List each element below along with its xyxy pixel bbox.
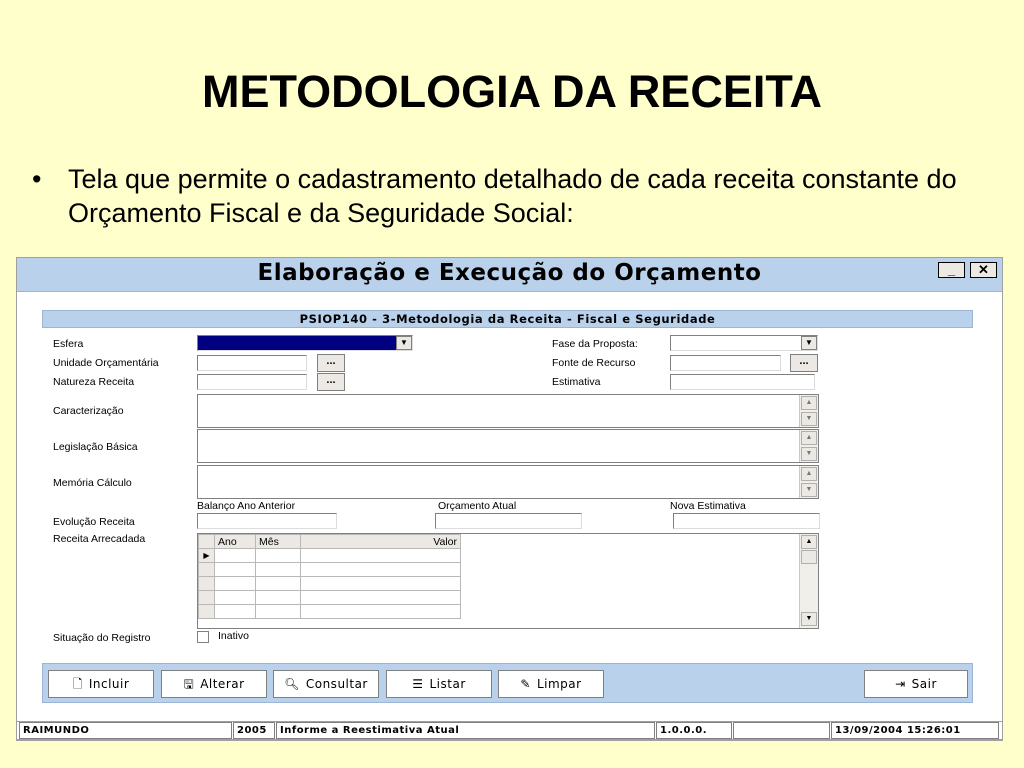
esfera-select[interactable] [197, 335, 413, 351]
consultar-button[interactable] [273, 670, 379, 698]
fase-select[interactable] [670, 335, 818, 351]
row-indicator [199, 591, 215, 605]
save-icon: 🖫 [183, 677, 195, 691]
incluir-button[interactable] [48, 670, 154, 698]
orcamento-atual-input[interactable] [435, 513, 582, 529]
scroll-up-icon[interactable]: ▲ [801, 431, 817, 445]
sair-button[interactable] [864, 670, 968, 698]
table-cell[interactable] [215, 591, 256, 605]
table-row[interactable] [199, 605, 461, 619]
nova-estimativa-input[interactable] [673, 513, 820, 529]
alterar-label: Alterar [200, 677, 245, 691]
grid-scrollbar[interactable] [799, 534, 818, 628]
inativo-checkbox[interactable] [197, 631, 209, 643]
column-header-valor[interactable]: Valor [301, 535, 461, 549]
natureza-lookup-button[interactable]: ... [317, 373, 345, 391]
sair-label: Sair [911, 677, 937, 691]
bullet-text: Tela que permite o cadastramento detalhado de cada receita constante do Orçamento Fiscal e da Seguridade Social: [68, 164, 957, 228]
caracterizacao-textarea[interactable] [197, 394, 819, 428]
status-empty [733, 722, 830, 739]
scroll-down-icon[interactable]: ▼ [801, 412, 817, 426]
table-cell[interactable] [256, 563, 301, 577]
chevron-down-icon[interactable]: ▼ [396, 336, 412, 350]
balanco-label: Balanço Ano Anterior [197, 500, 296, 512]
estimativa-label: Estimativa [552, 376, 601, 388]
scroll-up-icon[interactable]: ▲ [801, 467, 817, 481]
legislacao-textarea[interactable] [197, 429, 819, 463]
fase-label: Fase da Proposta: [552, 338, 638, 350]
orcamento-atual-label: Orçamento Atual [438, 500, 517, 512]
nova-estimativa-label: Nova Estimativa [670, 500, 746, 512]
fonte-input[interactable] [670, 355, 781, 371]
table-row[interactable] [199, 591, 461, 605]
unidade-input[interactable] [197, 355, 307, 371]
esfera-label: Esfera [53, 338, 84, 350]
row-indicator-header [199, 535, 215, 549]
table-cell[interactable] [215, 605, 256, 619]
row-indicator [199, 605, 215, 619]
scroll-down-icon[interactable]: ▼ [801, 612, 817, 626]
window-title-bar [17, 258, 1002, 292]
status-year: 2005 [233, 722, 275, 739]
status-version: 1.0.0.0. [656, 722, 732, 739]
scrollbar[interactable] [799, 466, 818, 498]
table-cell[interactable] [256, 591, 301, 605]
window-title: Elaboração e Execução do Orçamento [257, 260, 762, 286]
table-cell[interactable] [215, 577, 256, 591]
row-indicator [199, 577, 215, 591]
limpar-button[interactable] [498, 670, 604, 698]
balanco-input[interactable] [197, 513, 337, 529]
memoria-label: Memória Cálculo [53, 477, 132, 489]
incluir-label: Incluir [88, 677, 130, 691]
table-cell[interactable] [215, 563, 256, 577]
scroll-thumb[interactable] [801, 550, 817, 564]
table-cell[interactable] [215, 549, 256, 563]
table-row[interactable] [199, 577, 461, 591]
memoria-textarea[interactable] [197, 465, 819, 499]
caracterizacao-label: Caracterização [53, 405, 124, 417]
search-icon: 🔍︎ [284, 677, 300, 691]
table-row[interactable] [199, 563, 461, 577]
table-cell[interactable] [256, 549, 301, 563]
listar-label: Listar [429, 677, 466, 691]
scroll-up-icon[interactable]: ▲ [801, 535, 817, 549]
legislacao-label: Legislação Básica [53, 441, 138, 453]
status-user: RAIMUNDO [19, 722, 232, 739]
status-message: Informe a Reestimativa Atual [276, 722, 655, 739]
table-cell[interactable] [301, 577, 461, 591]
natureza-label: Natureza Receita [53, 376, 135, 388]
fonte-lookup-button[interactable]: ... [790, 354, 818, 372]
scroll-down-icon[interactable]: ▼ [801, 483, 817, 497]
minimize-button[interactable]: _ [938, 262, 965, 278]
table-cell[interactable] [256, 577, 301, 591]
current-row-icon: ▶ [199, 549, 215, 563]
scroll-down-icon[interactable]: ▼ [801, 447, 817, 461]
scroll-up-icon[interactable]: ▲ [801, 396, 817, 410]
unidade-lookup-button[interactable]: ... [317, 354, 345, 372]
inativo-label: Inativo [218, 630, 249, 642]
table-cell[interactable] [256, 605, 301, 619]
table-header [199, 535, 461, 549]
situacao-label: Situação do Registro [53, 632, 151, 644]
table-row[interactable] [199, 549, 461, 563]
table-cell[interactable] [301, 605, 461, 619]
limpar-label: Limpar [536, 677, 582, 691]
status-datetime: 13/09/2004 15:26:01 [831, 722, 999, 739]
slide-title: METODOLOGIA DA RECEITA [201, 66, 822, 117]
close-button[interactable]: ✕ [970, 262, 997, 278]
table-cell[interactable] [301, 563, 461, 577]
unidade-label: Unidade Orçamentária [53, 357, 159, 369]
estimativa-input[interactable] [670, 374, 815, 390]
bullet-marker: • [32, 164, 42, 194]
receita-grid[interactable] [197, 533, 819, 629]
table-cell[interactable] [301, 591, 461, 605]
scrollbar[interactable] [799, 395, 818, 427]
evolucao-label: Evolução Receita [53, 516, 135, 528]
eraser-icon: ✎ [520, 677, 531, 691]
form-subtitle: PSIOP140 - 3-Metodologia da Receita - Fiscal e Seguridade [42, 310, 973, 328]
arrecadada-label: Receita Arrecadada [53, 533, 146, 545]
list-icon: ☰ [412, 677, 424, 691]
column-header-mes[interactable]: Mês [256, 535, 301, 549]
alterar-button[interactable] [161, 670, 267, 698]
row-indicator [199, 563, 215, 577]
listar-button[interactable] [386, 670, 492, 698]
new-document-icon: 🗋 [72, 677, 83, 691]
scrollbar[interactable] [799, 430, 818, 462]
receita-table [198, 534, 461, 619]
table-cell[interactable] [301, 549, 461, 563]
consultar-label: Consultar [305, 677, 368, 691]
exit-door-icon: ⇥ [895, 677, 906, 691]
fonte-label: Fonte de Recurso [552, 357, 636, 369]
natureza-input[interactable] [197, 374, 307, 390]
chevron-down-icon[interactable]: ▼ [801, 336, 817, 350]
column-header-ano[interactable]: Ano [215, 535, 256, 549]
